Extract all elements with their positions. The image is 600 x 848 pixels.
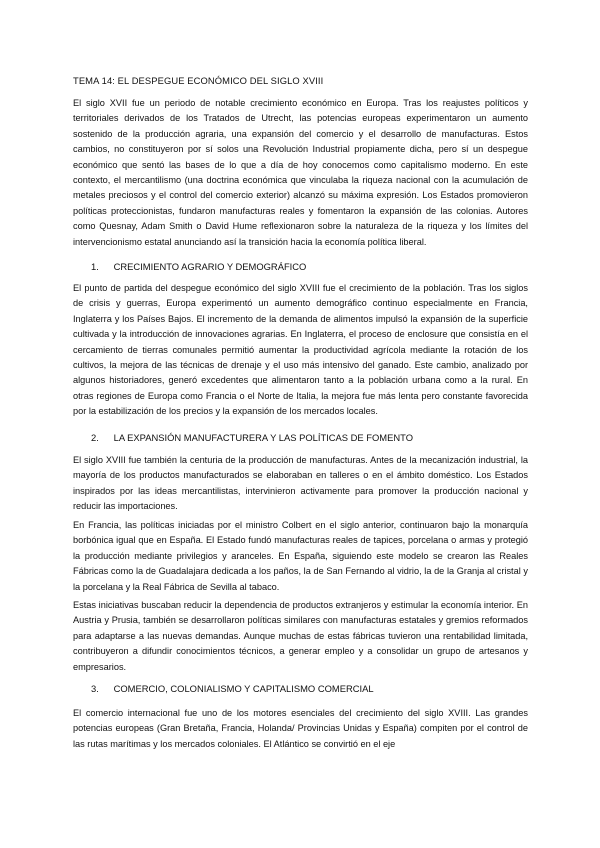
section-3-paragraph-1: El comercio internacional fue uno de los motores esenciales del crecimiento del siglo XVIII. Las grandes potencias europeas (Gran Bretaña, Francia, Holanda/ Provincias Unidas y España) compiten por el control de las rutas marítimas y los mercados coloniales. El Atlántico se convirtió en el eje bbox=[73, 708, 528, 749]
section-number: 1. bbox=[91, 261, 99, 272]
section-2-paragraph-2: En Francia, las políticas iniciadas por el ministro Colbert en el siglo anterior, continuaron bajo la monarquía borbónica igual que en España. El Estado fundó manufacturas reales de tapices, porcelana o armas y protegió la producción mediante privilegios y aranceles. En España, siguiendo este modelo se crearon las Reales Fábricas como la de Guadalajara dedicada a los paños, la de San Fernando al vidrio, la de la Granja al cristal y la porcelana y la Real Fábrica de Sevilla al tabaco. bbox=[73, 520, 528, 592]
section-2-paragraph-1: El siglo XVIII fue también la centuria de la producción de manufacturas. Antes de la mecanización industrial, la mayoría de los productos manufacturados se elaboraban en talleres o en el ámbito doméstico. Los Estados inspirados por las ideas mercantilistas, intervinieron activamente para promover la producción nacional y reducir las importaciones. bbox=[73, 455, 528, 512]
section-1-paragraph-1: El punto de partida del despegue económico del siglo XVIII fue el crecimiento de la población. Tras los siglos de crisis y guerras, Europa experimentó un aumento demográfico continuo especialmente en Francia, Inglaterra y los Países Bajos. El incremento de la demanda de alimentos impulsó la expansión de la superficie cultivada y la introducción de innovaciones agrarias. En Inglaterra, el proceso de enclosure que consistía en el cercamiento de tierras comunales permitió aumentar la productividad agrícola mediante la rotación de los cultivos, la mejora de las técnicas de drenaje y el uso más intensivo del ganado. Este cambio, analizado por algunos historiadores, generó excedentes que alimentaron tanto a la población urbana como a la rural. En otras regiones de Europa como Francia o el Norte de Italia, la mejora fue más lenta pero constante favorecida por la estabilización de los precios y la expansión de los mercados locales. bbox=[73, 283, 528, 417]
section-title: COMERCIO, COLONIALISMO Y CAPITALISMO COMERCIAL bbox=[113, 683, 374, 694]
section-heading-2 bbox=[91, 430, 413, 445]
section-title: CRECIMIENTO AGRARIO Y DEMOGRÁFICO bbox=[113, 261, 307, 272]
section-number: 2. bbox=[91, 432, 99, 443]
section-heading-1 bbox=[91, 259, 306, 274]
section-heading-3 bbox=[91, 681, 374, 696]
intro-paragraph: El siglo XVII fue un periodo de notable crecimiento económico en Europa. Tras los reajustes políticos y territoriales derivados de los Tratados de Utrecht, las potencias europeas experimentaron un aumento sostenido de la producción agraria, una expansión del comercio y el desarrollo de manufacturas. Estos cambios, no constituyeron por sí solos una Revolución Industrial propiamente dicha, pero sí un despegue económico que sentó las bases de lo que a día de hoy conocemos como capitalismo moderno. En este contexto, el mercantilismo (una doctrina económica que vinculaba la riqueza nacional con la acumulación de metales preciosos y el control del comercio exterior) alcanzó su máxima expresión. Los Estados promovieron políticas proteccionistas, fundaron manufacturas reales y fomentaron la expansión de las colonias. Autores como Quesnay, Adam Smith o David Hume reflexionaron sobre la naturaleza de la riqueza y los límites del intervencionismo estatal anunciando así la transición hacia la economía política liberal. bbox=[73, 98, 528, 247]
document-title: TEMA 14: EL DESPEGUE ECONÓMICO DEL SIGLO XVIII bbox=[73, 75, 324, 86]
section-title: LA EXPANSIÓN MANUFACTURERA Y LAS POLÍTICAS DE FOMENTO bbox=[113, 432, 413, 443]
section-number: 3. bbox=[91, 683, 99, 694]
section-2-paragraph-3: Estas iniciativas buscaban reducir la dependencia de productos extranjeros y estimular la economía interior. En Austria y Prusia, también se desarrollaron políticas similares con manufacturas estatales y gremios reformados para adaptarse a las nuevas demandas. Aunque muchas de estas fábricas tuvieron una rentabilidad limitada, contribuyeron a difundir conocimientos técnicos, a generar empleo y a consolidar un grupo de artesanos y empresarios. bbox=[73, 600, 528, 672]
